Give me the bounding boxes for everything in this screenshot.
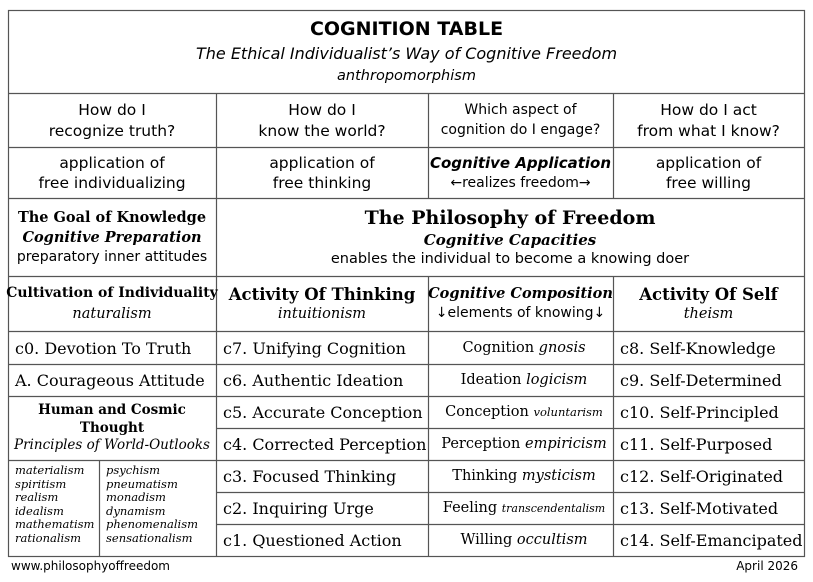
thinking-row-c1 <box>216 525 428 556</box>
outlook-rationalism: rationalism <box>15 530 82 545</box>
composition-perception-ism: empiricism <box>524 436 607 452</box>
question-aspect-line1: Which aspect of <box>464 101 577 118</box>
thinking-row-c1-label: c1. Questioned Action <box>223 531 402 550</box>
outlook-materialism: materialism <box>15 463 85 477</box>
composition-conception-name: Conception <box>445 404 529 420</box>
thinking-row-c5 <box>216 397 428 428</box>
column-header-thinking-title: Activity Of Thinking <box>228 284 416 304</box>
self-row-c11-label: c11. Self-Purposed <box>620 435 773 454</box>
self-row-c9-label: c9. Self-Determined <box>620 371 782 390</box>
row-devotion-to-truth <box>8 332 216 364</box>
composition-perception-name: Perception <box>441 436 521 452</box>
application-willing-line2: free willing <box>665 174 752 192</box>
composition-willing-ism: occultism <box>516 532 588 548</box>
self-row-c9 <box>613 365 804 396</box>
composition-row-ideation <box>428 365 613 396</box>
outlook-sensationalism: sensationalism <box>106 530 193 545</box>
self-row-c8 <box>613 332 804 364</box>
application-thinking-line2: free thinking <box>272 174 372 192</box>
cognitive-application-sub: ←realizes freedom→ <box>450 174 591 191</box>
philosophy-title: The Philosophy of Freedom <box>364 206 656 229</box>
thinking-row-c7-label: c7. Unifying Cognition <box>223 338 406 358</box>
goal-note: preparatory inner attitudes <box>16 248 208 265</box>
self-row-c14-label: c14. Self-Emancipated <box>620 531 803 550</box>
goal-title: The Goal of Knowledge <box>17 209 207 227</box>
composition-cognition-ism: gnosis <box>538 340 586 356</box>
application-thinking <box>216 148 428 198</box>
thinking-row-c4 <box>216 429 428 460</box>
column-header-thinking-sub: intuitionism <box>277 306 367 323</box>
column-header-self-sub: theism <box>683 306 734 323</box>
outlooks-left-list <box>15 464 94 546</box>
column-header-thinking <box>216 277 428 331</box>
composition-row-feeling <box>428 493 613 524</box>
question-world-line2: know the world? <box>258 121 386 140</box>
footer-date: April 2026 <box>736 559 798 573</box>
composition-ideation-ism: logicism <box>526 372 588 388</box>
thinking-row-c7 <box>216 332 428 364</box>
human-cosmic-title-line1: Human and Cosmic <box>38 402 186 419</box>
outlook-spiritism: spiritism <box>15 476 67 491</box>
outlook-monadism: monadism <box>106 490 166 505</box>
composition-feeling-ism: transcendentalism <box>501 502 606 515</box>
self-row-c11 <box>613 429 804 460</box>
application-willing-line1: application of <box>655 153 762 172</box>
goal-subtitle: Cognitive Preparation <box>22 229 202 247</box>
self-row-c10-label: c10. Self-Principled <box>620 403 779 422</box>
application-individualizing <box>8 148 216 198</box>
table-title: COGNITION TABLE <box>309 18 504 40</box>
question-world <box>216 94 428 147</box>
thinking-row-c6-label: c6. Authentic Ideation <box>223 371 404 390</box>
column-header-composition-title: Cognitive Composition <box>428 285 613 303</box>
cognitive-application <box>428 148 613 198</box>
column-header-composition-sub: ↓elements of knowing↓ <box>435 305 606 322</box>
outlook-pneumatism: pneumatism <box>106 476 178 491</box>
thinking-row-c4-label: c4. Corrected Perception <box>223 435 427 454</box>
composition-thinking-name: Thinking <box>452 468 518 484</box>
outlook-idealism: idealism <box>15 503 64 518</box>
self-row-c8-label: c8. Self-Knowledge <box>620 338 776 358</box>
human-cosmic-title-line2: Thought <box>79 419 145 436</box>
self-row-c12-label: c12. Self-Originated <box>620 467 784 486</box>
thinking-row-c2 <box>216 493 428 524</box>
thinking-row-c3 <box>216 461 428 492</box>
question-aspect-line2: cognition do I engage? <box>440 121 601 138</box>
human-cosmic-thought <box>8 397 216 460</box>
row-devotion-to-truth-label: c0. Devotion To Truth <box>15 338 192 358</box>
composition-row-thinking <box>428 461 613 492</box>
human-cosmic-sub: Principles of World-Outlooks <box>14 437 210 454</box>
question-act <box>613 94 804 147</box>
self-row-c13-label: c13. Self-Motivated <box>620 499 779 518</box>
goal-of-knowledge <box>8 199 216 276</box>
row-courageous-attitude-label: A. Courageous Attitude <box>15 371 205 390</box>
composition-feeling-name: Feeling <box>442 500 498 516</box>
composition-thinking-ism: mysticism <box>521 468 596 484</box>
outlook-mathematism: mathematism <box>15 517 95 532</box>
thinking-row-c6 <box>216 365 428 396</box>
application-individualizing-line2: free individualizing <box>38 174 186 192</box>
question-truth-line2: recognize truth? <box>48 121 176 140</box>
question-truth-line1: How do I <box>78 101 146 120</box>
composition-ideation-name: Ideation <box>460 372 522 388</box>
table-subtitle: The Ethical Individualist’s Way of Cognitive Freedom <box>195 44 618 63</box>
composition-row-cognition <box>428 332 613 364</box>
composition-willing-name: Willing <box>460 532 513 548</box>
footer-website: www.philosophyoffreedom <box>11 559 170 573</box>
self-row-c12 <box>613 461 804 492</box>
outlook-psychism: psychism <box>106 463 161 477</box>
table-tag: anthropomorphism <box>337 68 476 84</box>
application-individualizing-line1: application of <box>59 153 165 172</box>
philosophy-note: enables the individual to become a knowing doer <box>330 251 690 268</box>
self-row-c14 <box>613 525 804 556</box>
composition-row-conception <box>428 397 613 428</box>
self-row-c13 <box>613 493 804 524</box>
column-header-self-title: Activity Of Self <box>639 284 778 304</box>
thinking-row-c2-label: c2. Inquiring Urge <box>223 499 374 518</box>
question-act-line2: from what I know? <box>637 121 780 140</box>
outlook-dynamism: dynamism <box>106 503 166 518</box>
question-truth <box>8 94 216 147</box>
question-world-line1: How do I <box>288 101 356 120</box>
philosophy-of-freedom <box>216 199 804 276</box>
composition-row-willing <box>428 525 613 556</box>
question-act-line1: How do I act <box>660 101 757 120</box>
column-header-individuality-sub: naturalism <box>72 305 152 322</box>
thinking-row-c5-label: c5. Accurate Conception <box>223 403 423 422</box>
application-thinking-line1: application of <box>269 153 375 172</box>
column-header-self <box>613 277 804 331</box>
composition-row-perception <box>428 429 613 460</box>
application-willing <box>613 148 804 198</box>
philosophy-subtitle: Cognitive Capacities <box>423 230 597 249</box>
outlook-realism: realism <box>15 490 59 505</box>
column-header-individuality-title: Cultivation of Individuality <box>6 285 218 302</box>
question-aspect <box>428 94 613 147</box>
column-header-individuality <box>8 277 216 331</box>
self-row-c10 <box>613 397 804 428</box>
composition-conception-ism: voluntarism <box>533 405 603 419</box>
composition-cognition-name: Cognition <box>462 340 535 356</box>
outlook-phenomenalism: phenomenalism <box>106 517 199 532</box>
outlooks-right-list <box>106 464 198 546</box>
thinking-row-c3-label: c3. Focused Thinking <box>223 467 397 486</box>
cognitive-application-title: Cognitive Application <box>429 153 612 172</box>
row-courageous-attitude <box>8 365 216 396</box>
column-header-composition <box>428 277 613 331</box>
